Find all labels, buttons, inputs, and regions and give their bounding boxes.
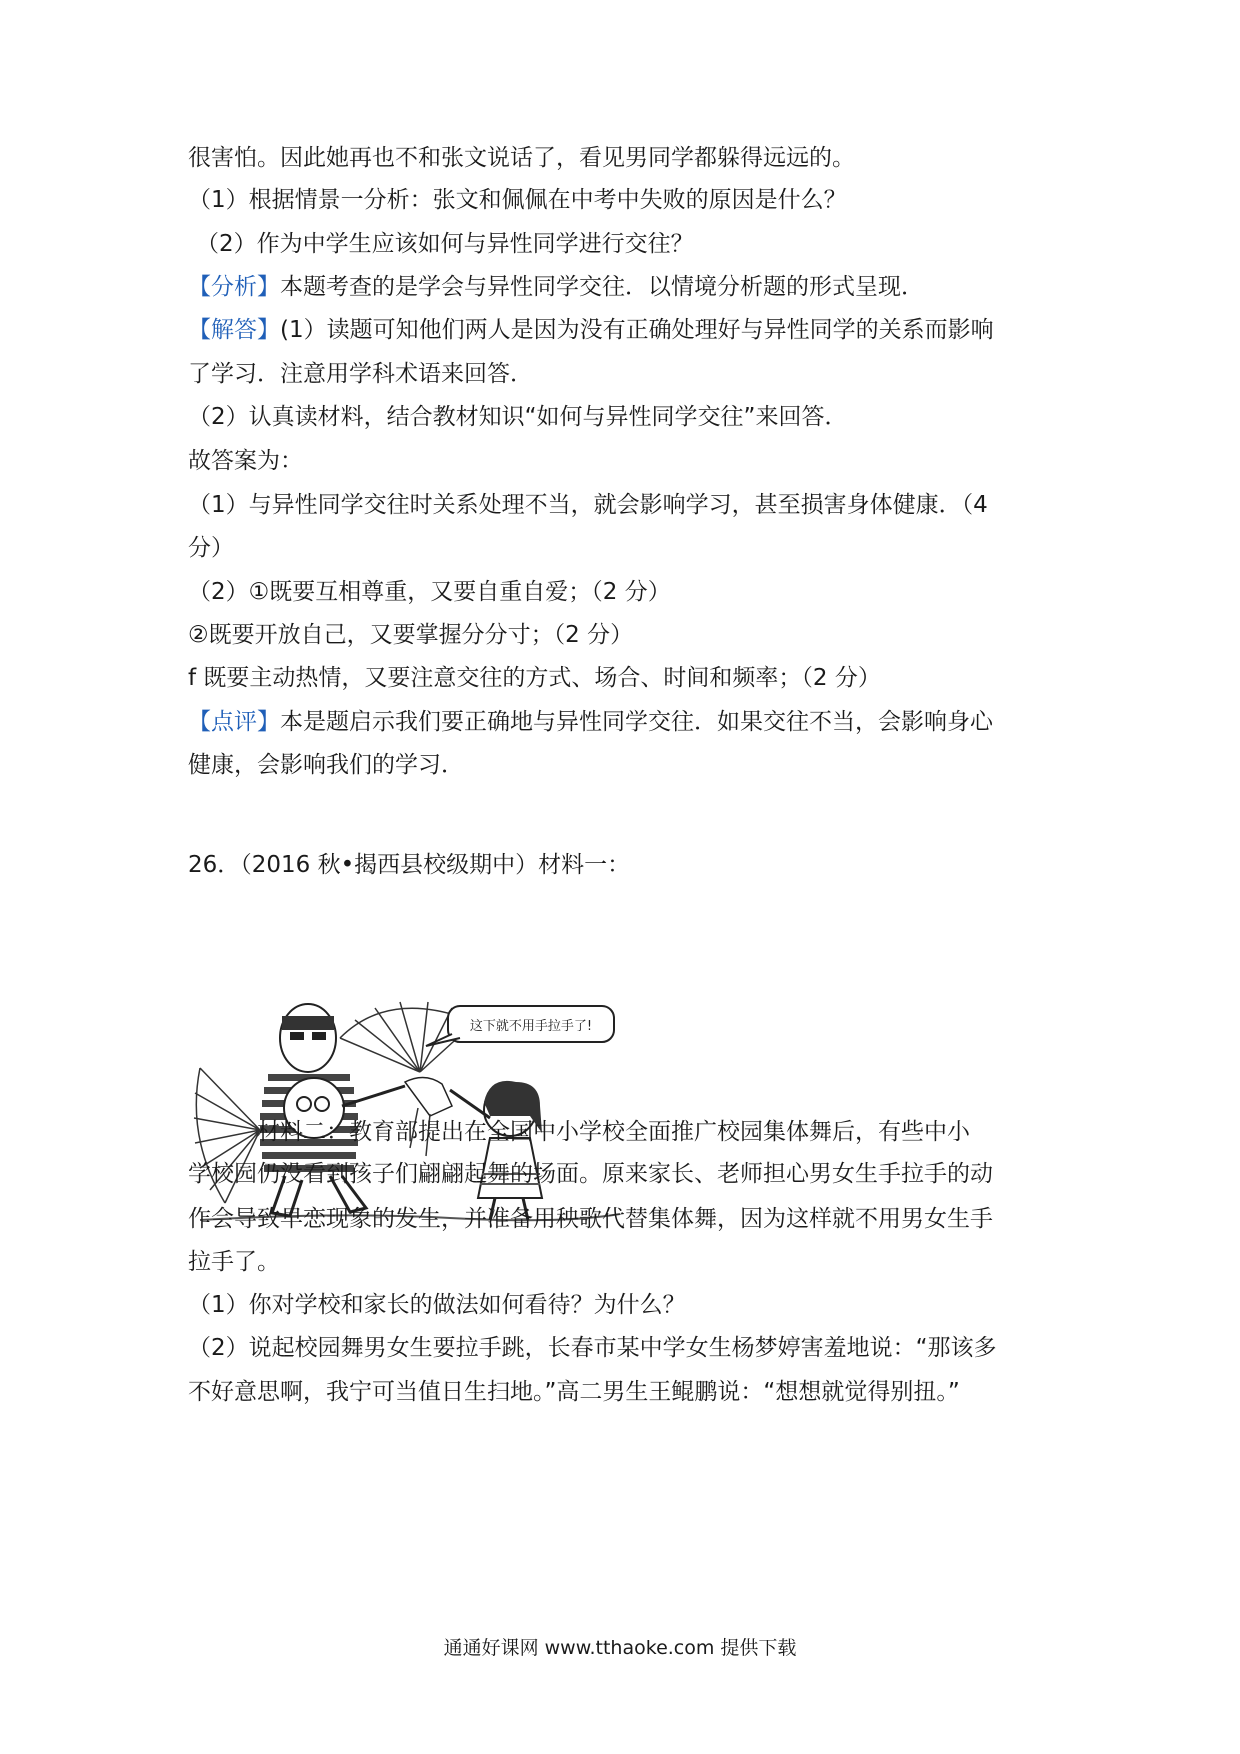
text-line: 材料二：教育部提出在全国中小学校全面推广校园集体舞后，有些中小: [188, 1119, 970, 1145]
comment-tag: 【点评】: [188, 709, 280, 735]
page-footer: 通通好课网 www.tthaoke.com 提供下载: [443, 1637, 797, 1659]
text-line: 拉手了。: [188, 1249, 280, 1275]
text-line: 故答案为：: [188, 448, 303, 474]
text-line: 学校园仍没看到孩子们翩翩起舞的场面。原来家长、老师担心男女生手拉手的动: [188, 1161, 993, 1187]
analysis-tag: 【分析】: [188, 274, 280, 300]
text-line: （2）认真读材料，结合教材知识“如何与异性同学交往”来回答．: [188, 404, 848, 430]
cartoon-illustration: [190, 998, 630, 1230]
text-line: 了学习．注意用学科术语来回答．: [188, 361, 533, 387]
question-26-heading: 26．（2016 秋•揭西县校级期中）材料一：: [188, 852, 631, 878]
answer-line: [188, 314, 994, 346]
answer-text: (1）读题可知他们两人是因为没有正确处理好与异性同学的关系而影响: [280, 317, 994, 343]
text-line: 健康，会影响我们的学习．: [188, 752, 464, 778]
text-line: 分）: [188, 535, 234, 561]
text-line: 不好意思啊，我宁可当值日生扫地。”高二男生王鲲鹏说：“想想就觉得别扭。”: [188, 1379, 960, 1405]
comment-text: 本是题启示我们要正确地与异性同学交往．如果交往不当，会影响身心: [280, 709, 993, 735]
question-2: （2）说起校园舞男女生要拉手跳，长春市某中学女生杨梦婷害羞地说：“那该多: [188, 1335, 997, 1361]
answer-tag: 【解答】: [188, 317, 280, 343]
question-2: （2）作为中学生应该如何与异性同学进行交往？: [196, 231, 694, 257]
question-1: （1）你对学校和家长的做法如何看待？为什么？: [188, 1292, 686, 1318]
analysis-line: [188, 271, 924, 303]
question-1: （1）根据情景一分析：张文和佩佩在中考中失败的原因是什么？: [188, 187, 847, 213]
speech-bubble-text: 这下就不用手拉手了!: [469, 1019, 593, 1034]
text-line: 很害怕。因此她再也不和张文说话了，看见男同学都躲得远远的。: [188, 145, 855, 171]
text-line: （2）①既要互相尊重，又要自重自爱；（2 分）: [188, 579, 671, 605]
comment-line: [188, 706, 993, 738]
text-line: ②既要开放自己，又要掌握分分寸；（2 分）: [188, 622, 634, 648]
text-line: （1）与异性同学交往时关系处理不当，就会影响学习，甚至损害身体健康．（4: [188, 492, 988, 518]
text-line: 作会导致早恋现象的发生，并准备用秧歌代替集体舞，因为这样就不用男女生手: [188, 1206, 993, 1232]
analysis-text: 本题考查的是学会与异性同学交往．以情境分析题的形式呈现．: [280, 274, 924, 300]
text-line: f 既要主动热情，又要注意交往的方式、场合、时间和频率；（2 分）: [188, 665, 881, 691]
